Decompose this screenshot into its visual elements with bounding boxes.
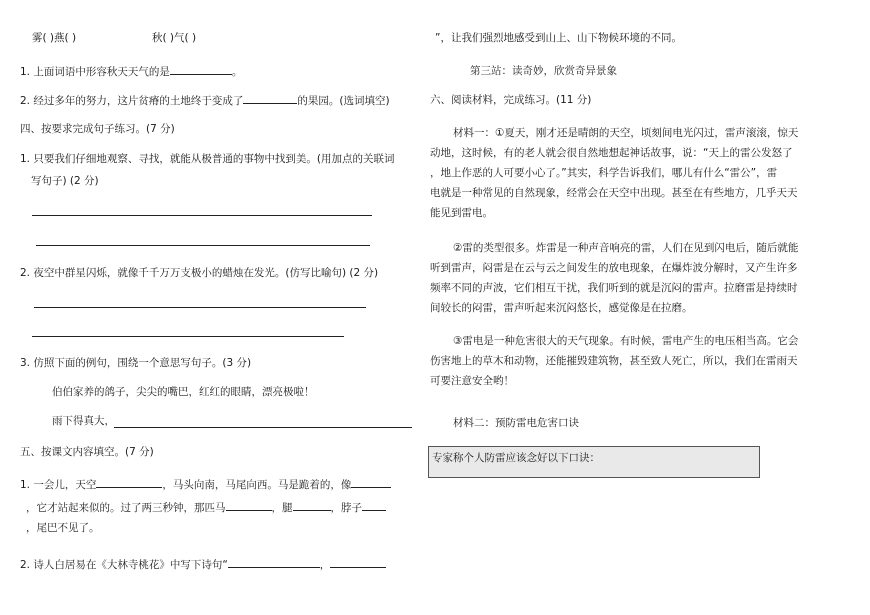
- material-1-line3: ，地上作恶的人可要小心了。”其实，科学告诉我们，哪儿有什么“雷公”，雷: [430, 167, 778, 179]
- s4-question-3: 3. 仿照下面的例句，围绕一个意思写句子。(3 分): [20, 357, 252, 369]
- sentence-prompt: 雨下得真大，: [52, 415, 115, 427]
- answer-blank[interactable]: [170, 63, 232, 75]
- s4-question-2: 2. 夜空中群星闪烁，就像千千万万支极小的蜡烛在发光。(仿写比喻句) (2 分): [20, 267, 379, 279]
- answer-blank[interactable]: [243, 92, 297, 104]
- material-1-line5: 能见到雷电。: [430, 207, 493, 219]
- s5-question-2: 2. 诗人白居易在《大林寺桃花》中写下诗句“ ，: [20, 556, 386, 572]
- paragraph-2-line2: 听到雷声，闷雷是在云与云之间发生的放电现象，在爆炸波分解时，又产生许多: [430, 262, 798, 274]
- s4-question-1a: 1. 只要我们仔细地观察、寻找，就能从极普通的事物中找到美。(用加点的关联词: [20, 153, 395, 165]
- answer-blank[interactable]: [330, 556, 386, 568]
- s5-question-1-line2: ，它才站起来似的。过了两三秒钟，那匹马 ，腿 ，脖子: [26, 499, 386, 515]
- paragraph-2-line4: 间较长的闷雷，雷声听起来沉闷悠长，感觉像是在拉磨。: [430, 302, 693, 314]
- s5-question-1-line1: 1. 一会儿，天空 ，马头向南，马尾向西。马是跪着的，像: [20, 476, 391, 492]
- material-1-line1: 材料一：①夏天，刚才还是晴朗的天空，顷刻间电光闪过，雷声滚滚，惊天: [453, 127, 799, 139]
- section-4-heading: 四、按要求完成句子练习。(7 分): [20, 123, 175, 135]
- s4-question-1b: 写句子) (2 分): [31, 175, 99, 187]
- word-blanks-1: 雾( )燕( ): [32, 32, 77, 44]
- section-6-heading: 六、阅读材料，完成练习。(11 分): [430, 94, 592, 106]
- example-sentence: 伯伯家养的鸽子，尖尖的嘴巴，红红的眼睛，漂亮极啦！: [52, 386, 315, 398]
- answer-blank[interactable]: [293, 499, 331, 511]
- paragraph-3-line3: 可要注意安全哟！: [430, 375, 514, 387]
- paragraph-3-line2: 伤害地上的草木和动物，还能摧毁建筑物，甚至致人死亡，所以，我们在雷雨天: [430, 355, 798, 367]
- answer-blank[interactable]: [226, 499, 272, 511]
- question-1: 1. 上面词语中形容秋天天气的是 。: [20, 63, 242, 79]
- answer-line[interactable]: [36, 245, 370, 246]
- paragraph-3-line1: ③雷电是一种危害很大的天气现象。有时候，雷电产生的电压相当高。它会: [453, 335, 799, 347]
- s5-question-1-line3: ，尾巴不见了。: [26, 522, 100, 534]
- station-heading: 第三站：读奇妙，欣赏奇异景象: [470, 65, 617, 77]
- material-1-line2: 动地，这时候，有的老人就会很自然地想起神话故事，说：“天上的雷公发怒了: [430, 147, 793, 159]
- answer-blank[interactable]: [362, 499, 386, 511]
- rhyme-box-text: 专家称个人防雷应该念好以下口诀：: [432, 452, 600, 464]
- paragraph-2-line3: 频率不同的声波，它们相互干扰，我们听到的就是沉闷的雷声。拉磨雷是持续时: [430, 282, 798, 294]
- continued-line: ”，让我们强烈地感受到山上、山下物候环境的不同。: [435, 32, 682, 44]
- paragraph-2-line1: ②雷的类型很多。炸雷是一种声音响亮的雷，人们在见到闪电后，随后就能: [453, 242, 799, 254]
- answer-line[interactable]: [34, 307, 366, 308]
- section-5-heading: 五、按课文内容填空。(7 分): [20, 446, 154, 458]
- rhyme-box: [428, 446, 760, 478]
- answer-blank[interactable]: [351, 476, 391, 488]
- answer-line[interactable]: [114, 427, 412, 428]
- material-1-line4: 电就是一种常见的自然现象，经常会在天空中出现。甚至在有些地方，几乎天天: [430, 187, 798, 199]
- answer-line[interactable]: [32, 336, 344, 337]
- answer-blank[interactable]: [96, 476, 162, 488]
- answer-blank[interactable]: [228, 556, 320, 568]
- question-2: 2. 经过多年的努力，这片贫瘠的土地终于变成了 的果园。(选词填空): [20, 92, 390, 108]
- answer-line[interactable]: [32, 215, 372, 216]
- word-blanks-2: 秋( )气( ): [152, 32, 197, 44]
- material-2-heading: 材料二：预防雷电危害口诀: [453, 417, 579, 429]
